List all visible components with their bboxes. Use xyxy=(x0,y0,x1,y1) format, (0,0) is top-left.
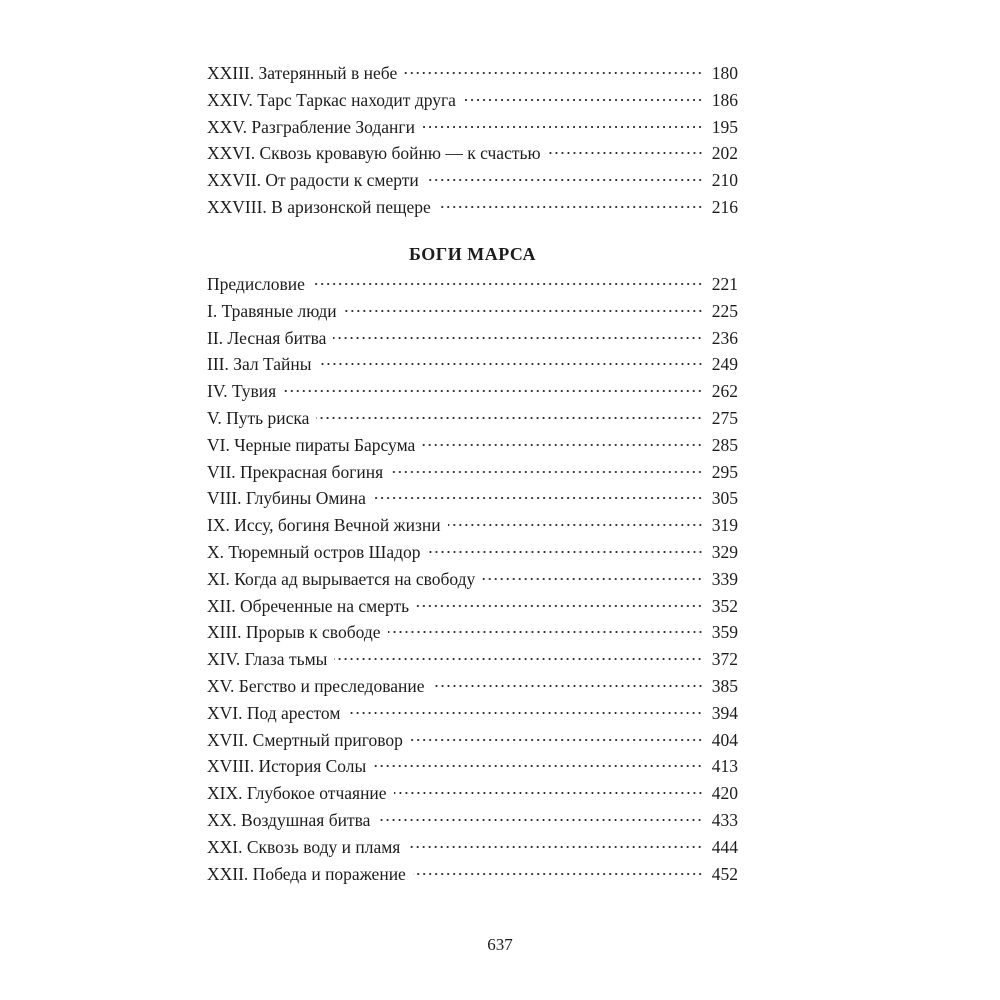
toc-entry xyxy=(207,593,738,620)
toc-entry-title: IX. Иссу, богиня Вечной жизни xyxy=(207,515,441,536)
toc-entry-page: 236 xyxy=(711,327,738,348)
toc-entry-title: II. Лесная битва xyxy=(207,327,327,348)
toc-entry-page: 339 xyxy=(711,568,738,589)
toc-entry-page: 275 xyxy=(711,407,738,428)
toc-entry xyxy=(207,140,738,167)
dot-leader xyxy=(394,791,703,795)
dot-leader xyxy=(422,125,703,129)
toc-entry-title: XXIII. Затерянный в небе xyxy=(207,63,398,83)
toc-entry-title: IV. Тувия xyxy=(207,381,277,402)
dot-leader xyxy=(404,71,703,75)
toc-entry xyxy=(207,727,738,754)
dot-leader xyxy=(482,577,703,581)
toc-entry-page: 404 xyxy=(711,729,738,750)
toc-entry-page: 180 xyxy=(711,63,738,83)
toc-entry-title: XII. Обреченные на смерть xyxy=(207,595,410,616)
toc-entry-page: 195 xyxy=(711,116,738,137)
toc-entry xyxy=(207,673,738,700)
dot-leader xyxy=(373,496,703,500)
toc-entry xyxy=(207,619,738,646)
dot-leader xyxy=(390,470,703,474)
dot-leader xyxy=(334,657,703,661)
toc-entry xyxy=(207,700,738,727)
dot-leader xyxy=(410,738,703,742)
toc-entry xyxy=(207,167,738,194)
toc-entry-title: XXI. Сквозь воду и пламя xyxy=(207,836,401,857)
dot-leader xyxy=(312,282,703,286)
table-of-contents-part-1 xyxy=(207,60,738,221)
dot-leader xyxy=(426,178,703,182)
toc-entry xyxy=(207,405,738,432)
toc-entry-page: 285 xyxy=(711,434,738,455)
toc-entry xyxy=(207,325,738,352)
toc-entry-title: VIII. Глубины Омина xyxy=(207,488,366,509)
toc-entry-page: 444 xyxy=(711,836,738,857)
toc-entry-page: 329 xyxy=(711,541,738,562)
toc-entry-page: 420 xyxy=(711,783,738,804)
toc-entry-page: 359 xyxy=(711,622,738,643)
dot-leader xyxy=(319,362,703,366)
toc-entry-page: 225 xyxy=(711,300,738,321)
dot-leader xyxy=(463,98,703,102)
dot-leader xyxy=(333,336,703,340)
toc-entry xyxy=(207,60,738,87)
dot-leader xyxy=(413,872,703,876)
dot-leader xyxy=(422,443,703,447)
page-number: 637 xyxy=(487,935,513,954)
toc-entry-title: VI. Черные пираты Барсума xyxy=(207,434,416,455)
toc-entry xyxy=(207,485,738,512)
dot-leader xyxy=(316,416,703,420)
toc-entry-title: Предисловие xyxy=(207,274,305,294)
toc-entry-title: XX. Воздушная битва xyxy=(207,809,371,830)
toc-entry-title: XXVI. Сквозь кровавую бойню — к счастью xyxy=(207,143,541,164)
toc-entry xyxy=(207,378,738,405)
section-heading: БОГИ МАРСА xyxy=(408,244,537,264)
toc-entry-title: X. Тюремный остров Шадор xyxy=(207,541,421,562)
toc-entry-title: XXII. Победа и поражение xyxy=(207,863,406,884)
dot-leader xyxy=(416,604,703,608)
dot-leader xyxy=(347,711,703,715)
dot-leader xyxy=(548,151,703,155)
toc-entry xyxy=(207,780,738,807)
toc-entry xyxy=(207,512,738,539)
toc-entry xyxy=(207,459,738,486)
toc-entry xyxy=(207,271,738,298)
toc-entry-page: 221 xyxy=(711,274,738,294)
toc-entry-page: 433 xyxy=(711,809,738,830)
toc-entry xyxy=(207,298,738,325)
toc-entry xyxy=(207,351,738,378)
toc-entry xyxy=(207,432,738,459)
toc-entry xyxy=(207,114,738,141)
toc-entry xyxy=(207,807,738,834)
toc-entry-title: XVII. Смертный приговор xyxy=(207,729,403,750)
toc-entry-title: III. Зал Тайны xyxy=(207,354,312,375)
toc-entry-title: VII. Прекрасная богиня xyxy=(207,461,384,482)
toc-entry xyxy=(207,646,738,673)
dot-leader xyxy=(283,389,703,393)
toc-entry-page: 413 xyxy=(711,756,738,777)
toc-entry-page: 186 xyxy=(711,89,738,110)
toc-entry xyxy=(207,87,738,114)
toc-entry-page: 305 xyxy=(711,488,738,509)
toc-entry-title: XVI. Под арестом xyxy=(207,702,341,723)
toc-entry-page: 452 xyxy=(711,863,738,884)
toc-entry-title: XXVIII. В аризонской пещере xyxy=(207,196,431,217)
dot-leader xyxy=(388,630,703,634)
table-of-contents-part-2 xyxy=(207,271,738,887)
toc-entry-page: 249 xyxy=(711,354,738,375)
toc-entry-title: XXIV. Тарс Таркас находит друга xyxy=(207,89,456,110)
dot-leader xyxy=(407,845,703,849)
toc-entry-page: 385 xyxy=(711,675,738,696)
toc-entry xyxy=(207,861,738,888)
toc-entry xyxy=(207,194,738,221)
toc-entry-title: XXV. Разграбление Зоданги xyxy=(207,116,415,137)
toc-entry-page: 295 xyxy=(711,461,738,482)
dot-leader xyxy=(344,309,703,313)
dot-leader xyxy=(448,523,703,527)
toc-entry-page: 216 xyxy=(711,196,738,217)
toc-entry-title: V. Путь риска xyxy=(207,407,310,428)
toc-entry-title: I. Травяные люди xyxy=(207,300,337,321)
toc-entry-title: XI. Когда ад вырывается на свободу xyxy=(207,568,476,589)
toc-entry-page: 372 xyxy=(711,649,738,670)
toc-entry-page: 319 xyxy=(711,515,738,536)
toc-entry xyxy=(207,753,738,780)
toc-entry-page: 202 xyxy=(711,143,738,164)
toc-entry-page: 352 xyxy=(711,595,738,616)
toc-entry-title: XIV. Глаза тьмы xyxy=(207,649,328,670)
toc-entry-title: XIX. Глубокое отчаяние xyxy=(207,783,387,804)
toc-entry xyxy=(207,566,738,593)
dot-leader xyxy=(373,764,703,768)
dot-leader xyxy=(377,818,703,822)
toc-entry xyxy=(207,539,738,566)
dot-leader xyxy=(432,684,704,688)
dot-leader xyxy=(428,550,703,554)
toc-entry-title: XIII. Прорыв к свободе xyxy=(207,622,381,643)
toc-entry xyxy=(207,834,738,861)
toc-entry-page: 210 xyxy=(711,170,738,191)
toc-entry-page: 394 xyxy=(711,702,738,723)
toc-entry-title: XV. Бегство и преследование xyxy=(207,675,425,696)
dot-leader xyxy=(438,205,703,209)
toc-entry-title: XXVII. От радости к смерти xyxy=(207,170,419,191)
toc-entry-title: XVIII. История Солы xyxy=(207,756,367,777)
toc-entry-page: 262 xyxy=(711,381,738,402)
